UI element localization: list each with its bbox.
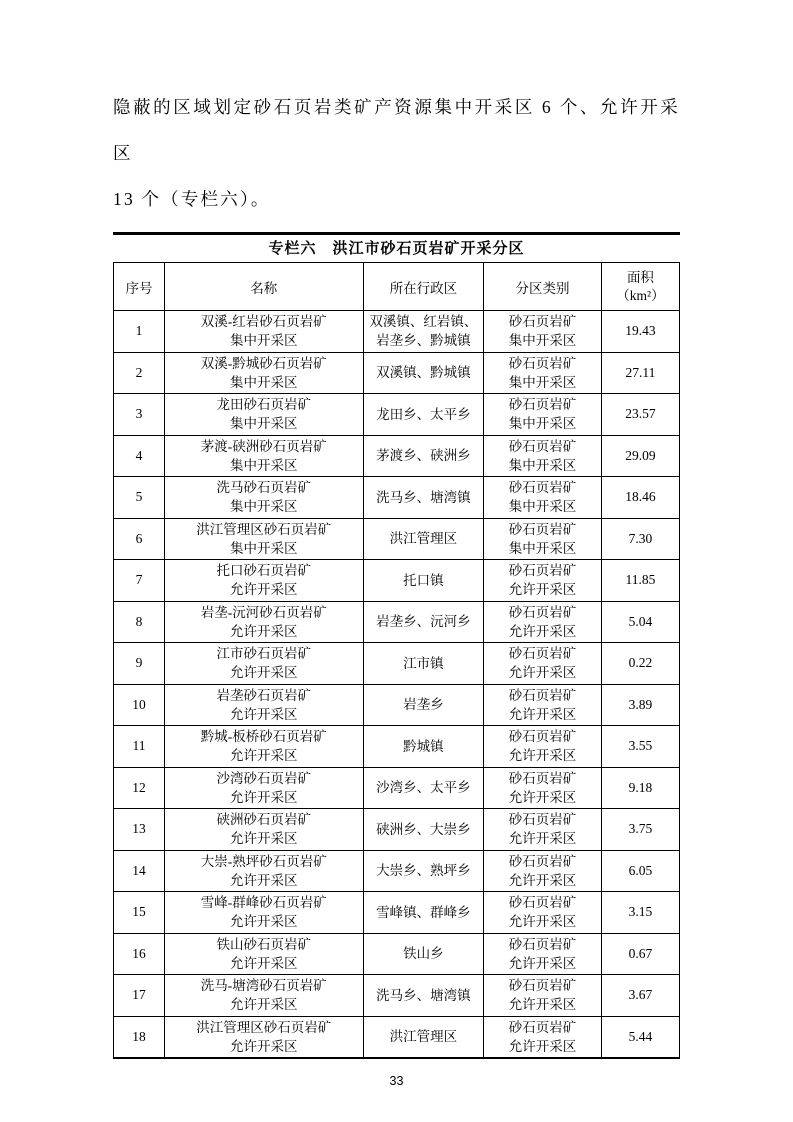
cell-text-line: 允许开采区 xyxy=(508,1038,577,1054)
cell-text-line: 洗马-塘湾砂石页岩矿 xyxy=(200,978,327,994)
cell-category xyxy=(484,601,602,643)
cell-category xyxy=(484,892,602,934)
table-row xyxy=(114,684,680,726)
cell-no: 13 xyxy=(114,809,165,851)
header-name: 名称 xyxy=(164,263,363,311)
cell-area: 3.89 xyxy=(601,684,679,726)
cell-text-line: 砂石页岩矿 xyxy=(508,480,577,496)
cell-name xyxy=(164,352,363,394)
header-district: 所在行政区 xyxy=(363,263,484,311)
cell-text-line: 集中开采区 xyxy=(508,416,577,432)
cell-text-line: 允许开采区 xyxy=(230,789,298,805)
cell-district xyxy=(363,726,484,768)
cell-area: 3.75 xyxy=(601,809,679,851)
cell-name xyxy=(164,311,363,353)
cell-text-line: 大崇乡、熟坪乡 xyxy=(376,863,471,879)
cell-text-line: 洪江管理区 xyxy=(389,531,458,547)
cell-text-line: 江市镇 xyxy=(403,655,444,671)
cell-text-line: 允许开采区 xyxy=(508,582,577,598)
cell-text-line: 砂石页岩矿 xyxy=(508,687,577,703)
cell-district xyxy=(363,975,484,1017)
intro-paragraph xyxy=(113,84,680,222)
cell-no: 4 xyxy=(114,435,165,477)
cell-district xyxy=(363,892,484,934)
cell-name xyxy=(164,809,363,851)
cell-no: 9 xyxy=(114,643,165,685)
cell-no: 12 xyxy=(114,767,165,809)
cell-text-line: 茅渡乡、硖洲乡 xyxy=(376,448,471,464)
cell-text-line: 铁山砂石页岩矿 xyxy=(216,936,312,952)
cell-name xyxy=(164,477,363,519)
cell-text-line: 允许开采区 xyxy=(230,748,298,764)
cell-name xyxy=(164,518,363,560)
cell-text-line: 允许开采区 xyxy=(230,831,298,847)
table-title: 专栏六 洪江市砂石页岩矿开采分区 xyxy=(268,240,525,257)
cell-text-line: 砂石页岩矿 xyxy=(508,604,577,620)
cell-name xyxy=(164,394,363,436)
cell-text-line: 允许开采区 xyxy=(508,831,577,847)
table-box xyxy=(113,232,680,1059)
cell-area: 0.67 xyxy=(601,933,679,975)
cell-area: 3.15 xyxy=(601,892,679,934)
cell-category xyxy=(484,726,602,768)
cell-text-line: 允许开采区 xyxy=(508,955,577,971)
table-row xyxy=(114,726,680,768)
cell-text-line: 允许开采区 xyxy=(230,997,298,1013)
cell-district xyxy=(363,809,484,851)
table-row xyxy=(114,311,680,353)
cell-category xyxy=(484,850,602,892)
cell-text-line: 双溪-黔城砂石页岩矿 xyxy=(200,355,327,371)
cell-text-line: 砂石页岩矿 xyxy=(508,978,577,994)
cell-area: 18.46 xyxy=(601,477,679,519)
cell-text-line: 允许开采区 xyxy=(508,789,577,805)
cell-text-line: 砂石页岩矿 xyxy=(508,895,577,911)
cell-text-line: 雪峰-群峰砂石页岩矿 xyxy=(200,895,327,911)
cell-text-line: 黔城-板桥砂石页岩矿 xyxy=(200,729,327,745)
cell-category xyxy=(484,643,602,685)
cell-no: 3 xyxy=(114,394,165,436)
cell-area: 23.57 xyxy=(601,394,679,436)
table-row xyxy=(114,518,680,560)
cell-text-line: 龙田乡、太平乡 xyxy=(376,406,471,422)
cell-name xyxy=(164,601,363,643)
cell-text-line: 洪江管理区砂石页岩矿 xyxy=(196,521,332,537)
table-row xyxy=(114,477,680,519)
cell-district xyxy=(363,933,484,975)
cell-district xyxy=(363,352,484,394)
cell-text-line: 集中开采区 xyxy=(230,333,298,349)
cell-text-line: 砂石页岩矿 xyxy=(508,563,577,579)
intro-line-2: 13 个（专栏六）。 xyxy=(113,189,271,209)
cell-no: 5 xyxy=(114,477,165,519)
cell-text-line: 允许开采区 xyxy=(508,706,577,722)
table-row xyxy=(114,892,680,934)
cell-name xyxy=(164,892,363,934)
table-body xyxy=(114,311,680,1058)
cell-text-line: 砂石页岩矿 xyxy=(508,314,577,330)
table-row xyxy=(114,767,680,809)
cell-text-line: 洪江管理区砂石页岩矿 xyxy=(196,1019,332,1035)
header-area-line-2: （km²） xyxy=(616,287,665,303)
cell-no: 14 xyxy=(114,850,165,892)
cell-text-line: 岩垄乡、黔城镇 xyxy=(376,333,471,349)
cell-area: 3.67 xyxy=(601,975,679,1017)
cell-text-line: 雪峰镇、群峰乡 xyxy=(376,904,471,920)
cell-text-line: 允许开采区 xyxy=(230,955,298,971)
cell-category xyxy=(484,435,602,477)
cell-text-line: 集中开采区 xyxy=(508,374,577,390)
table-row xyxy=(114,601,680,643)
cell-text-line: 洪江管理区 xyxy=(389,1029,458,1044)
cell-text-line: 砂石页岩矿 xyxy=(508,1019,577,1035)
cell-text-line: 岩垄乡 xyxy=(403,697,444,713)
cell-area: 11.85 xyxy=(601,560,679,602)
cell-text-line: 集中开采区 xyxy=(230,540,298,556)
cell-name xyxy=(164,933,363,975)
cell-district xyxy=(363,394,484,436)
table-row xyxy=(114,643,680,685)
cell-text-line: 允许开采区 xyxy=(508,914,577,930)
cell-text-line: 砂石页岩矿 xyxy=(508,812,577,828)
table-header-row xyxy=(114,263,680,311)
cell-area: 9.18 xyxy=(601,767,679,809)
cell-text-line: 允许开采区 xyxy=(230,623,298,639)
header-area xyxy=(601,263,679,311)
cell-text-line: 允许开采区 xyxy=(230,872,298,888)
cell-text-line: 砂石页岩矿 xyxy=(508,521,577,537)
cell-no: 11 xyxy=(114,726,165,768)
cell-name xyxy=(164,643,363,685)
cell-text-line: 允许开采区 xyxy=(230,914,298,930)
cell-name xyxy=(164,1016,363,1058)
cell-text-line: 允许开采区 xyxy=(230,582,298,598)
cell-text-line: 砂石页岩矿 xyxy=(508,646,577,662)
cell-no: 17 xyxy=(114,975,165,1017)
cell-name xyxy=(164,726,363,768)
cell-text-line: 黔城镇 xyxy=(403,738,444,754)
cell-name xyxy=(164,850,363,892)
cell-no: 6 xyxy=(114,518,165,560)
cell-text-line: 托口砂石页岩矿 xyxy=(216,563,312,579)
cell-text-line: 双溪镇、黔城镇 xyxy=(376,365,471,381)
cell-area: 29.09 xyxy=(601,435,679,477)
cell-district xyxy=(363,560,484,602)
cell-category xyxy=(484,975,602,1017)
cell-area: 7.30 xyxy=(601,518,679,560)
cell-district xyxy=(363,643,484,685)
cell-category xyxy=(484,518,602,560)
cell-no: 7 xyxy=(114,560,165,602)
cell-area: 19.43 xyxy=(601,311,679,353)
cell-text-line: 砂石页岩矿 xyxy=(508,355,577,371)
cell-district xyxy=(363,477,484,519)
cell-text-line: 洗马砂石页岩矿 xyxy=(216,480,312,496)
table-row xyxy=(114,809,680,851)
cell-area: 6.05 xyxy=(601,850,679,892)
table-row xyxy=(114,435,680,477)
cell-name xyxy=(164,435,363,477)
cell-text-line: 沙湾乡、太平乡 xyxy=(376,780,471,796)
cell-text-line: 砂石页岩矿 xyxy=(508,770,577,786)
cell-text-line: 允许开采区 xyxy=(508,872,577,888)
cell-text-line: 集中开采区 xyxy=(230,416,298,432)
cell-text-line: 硖洲乡、大崇乡 xyxy=(376,821,471,837)
cell-no: 8 xyxy=(114,601,165,643)
cell-text-line: 砂石页岩矿 xyxy=(508,853,577,869)
table-row xyxy=(114,560,680,602)
cell-text-line: 洗马乡、塘湾镇 xyxy=(376,489,471,505)
cell-district xyxy=(363,684,484,726)
intro-line-1: 隐蔽的区域划定砂石页岩类矿产资源集中开采区 6 个、允许开采区 xyxy=(113,97,680,163)
cell-category xyxy=(484,767,602,809)
cell-text-line: 允许开采区 xyxy=(230,706,298,722)
cell-no: 2 xyxy=(114,352,165,394)
cell-text-line: 大崇-熟坪砂石页岩矿 xyxy=(200,853,327,869)
cell-text-line: 允许开采区 xyxy=(508,997,577,1013)
cell-text-line: 允许开采区 xyxy=(230,665,298,681)
cell-category xyxy=(484,933,602,975)
cell-text-line: 岩垄砂石页岩矿 xyxy=(216,687,312,703)
table-row xyxy=(114,1016,680,1058)
cell-no: 15 xyxy=(114,892,165,934)
cell-district xyxy=(363,435,484,477)
cell-text-line: 集中开采区 xyxy=(230,374,298,390)
table-row xyxy=(114,933,680,975)
table-row xyxy=(114,975,680,1017)
cell-category xyxy=(484,311,602,353)
cell-text-line: 砂石页岩矿 xyxy=(508,397,577,413)
cell-text-line: 双溪-红岩砂石页岩矿 xyxy=(200,314,327,330)
cell-district xyxy=(363,767,484,809)
cell-district xyxy=(363,850,484,892)
cell-district xyxy=(363,518,484,560)
cell-text-line: 沙湾砂石页岩矿 xyxy=(216,770,312,786)
cell-district xyxy=(363,1016,484,1058)
cell-area: 27.11 xyxy=(601,352,679,394)
cell-text-line: 允许开采区 xyxy=(508,665,577,681)
cell-area: 3.55 xyxy=(601,726,679,768)
cell-category xyxy=(484,809,602,851)
cell-district xyxy=(363,311,484,353)
cell-no: 18 xyxy=(114,1016,165,1058)
cell-text-line: 铁山乡 xyxy=(403,946,444,962)
cell-text-line: 集中开采区 xyxy=(508,499,577,515)
cell-text-line: 允许开采区 xyxy=(230,1038,298,1054)
cell-no: 1 xyxy=(114,311,165,353)
cell-text-line: 江市砂石页岩矿 xyxy=(216,646,312,662)
table-row xyxy=(114,352,680,394)
cell-text-line: 洗马乡、塘湾镇 xyxy=(376,987,471,1003)
cell-area: 0.22 xyxy=(601,643,679,685)
cell-text-line: 岩垄-沅河砂石页岩矿 xyxy=(200,604,327,620)
cell-text-line: 硖洲砂石页岩矿 xyxy=(216,812,312,828)
cell-category xyxy=(484,394,602,436)
cell-area: 5.04 xyxy=(601,601,679,643)
cell-text-line: 集中开采区 xyxy=(508,333,577,349)
table-row xyxy=(114,394,680,436)
mining-zones-table xyxy=(113,262,680,1059)
cell-category xyxy=(484,1016,602,1058)
cell-text-line: 双溪镇、红岩镇、 xyxy=(369,314,478,330)
header-no: 序号 xyxy=(114,263,165,311)
cell-name xyxy=(164,560,363,602)
cell-no: 16 xyxy=(114,933,165,975)
cell-text-line: 龙田砂石页岩矿 xyxy=(216,397,312,413)
cell-text-line: 集中开采区 xyxy=(508,540,577,556)
cell-text-line: 允许开采区 xyxy=(508,748,577,764)
cell-name xyxy=(164,767,363,809)
cell-text-line: 茅渡-硖洲砂石页岩矿 xyxy=(200,438,327,454)
cell-area: 5.44 xyxy=(601,1016,679,1058)
table-row xyxy=(114,850,680,892)
cell-category xyxy=(484,560,602,602)
cell-district xyxy=(363,601,484,643)
cell-name xyxy=(164,684,363,726)
header-category: 分区类别 xyxy=(484,263,602,311)
cell-text-line: 集中开采区 xyxy=(230,457,298,473)
cell-no: 10 xyxy=(114,684,165,726)
header-area-line-1: 面积 xyxy=(626,269,654,285)
cell-text-line: 集中开采区 xyxy=(508,457,577,473)
cell-category xyxy=(484,477,602,519)
cell-text-line: 砂石页岩矿 xyxy=(508,936,577,952)
cell-text-line: 允许开采区 xyxy=(508,623,577,639)
cell-text-line: 砂石页岩矿 xyxy=(508,438,577,454)
cell-category xyxy=(484,352,602,394)
cell-category xyxy=(484,684,602,726)
page-number: 33 xyxy=(389,1073,404,1088)
document-page xyxy=(113,0,680,1088)
cell-text-line: 集中开采区 xyxy=(230,499,298,515)
cell-text-line: 砂石页岩矿 xyxy=(508,729,577,745)
cell-text-line: 岩垄乡、沅河乡 xyxy=(376,614,471,630)
cell-text-line: 托口镇 xyxy=(403,572,444,588)
cell-name xyxy=(164,975,363,1017)
